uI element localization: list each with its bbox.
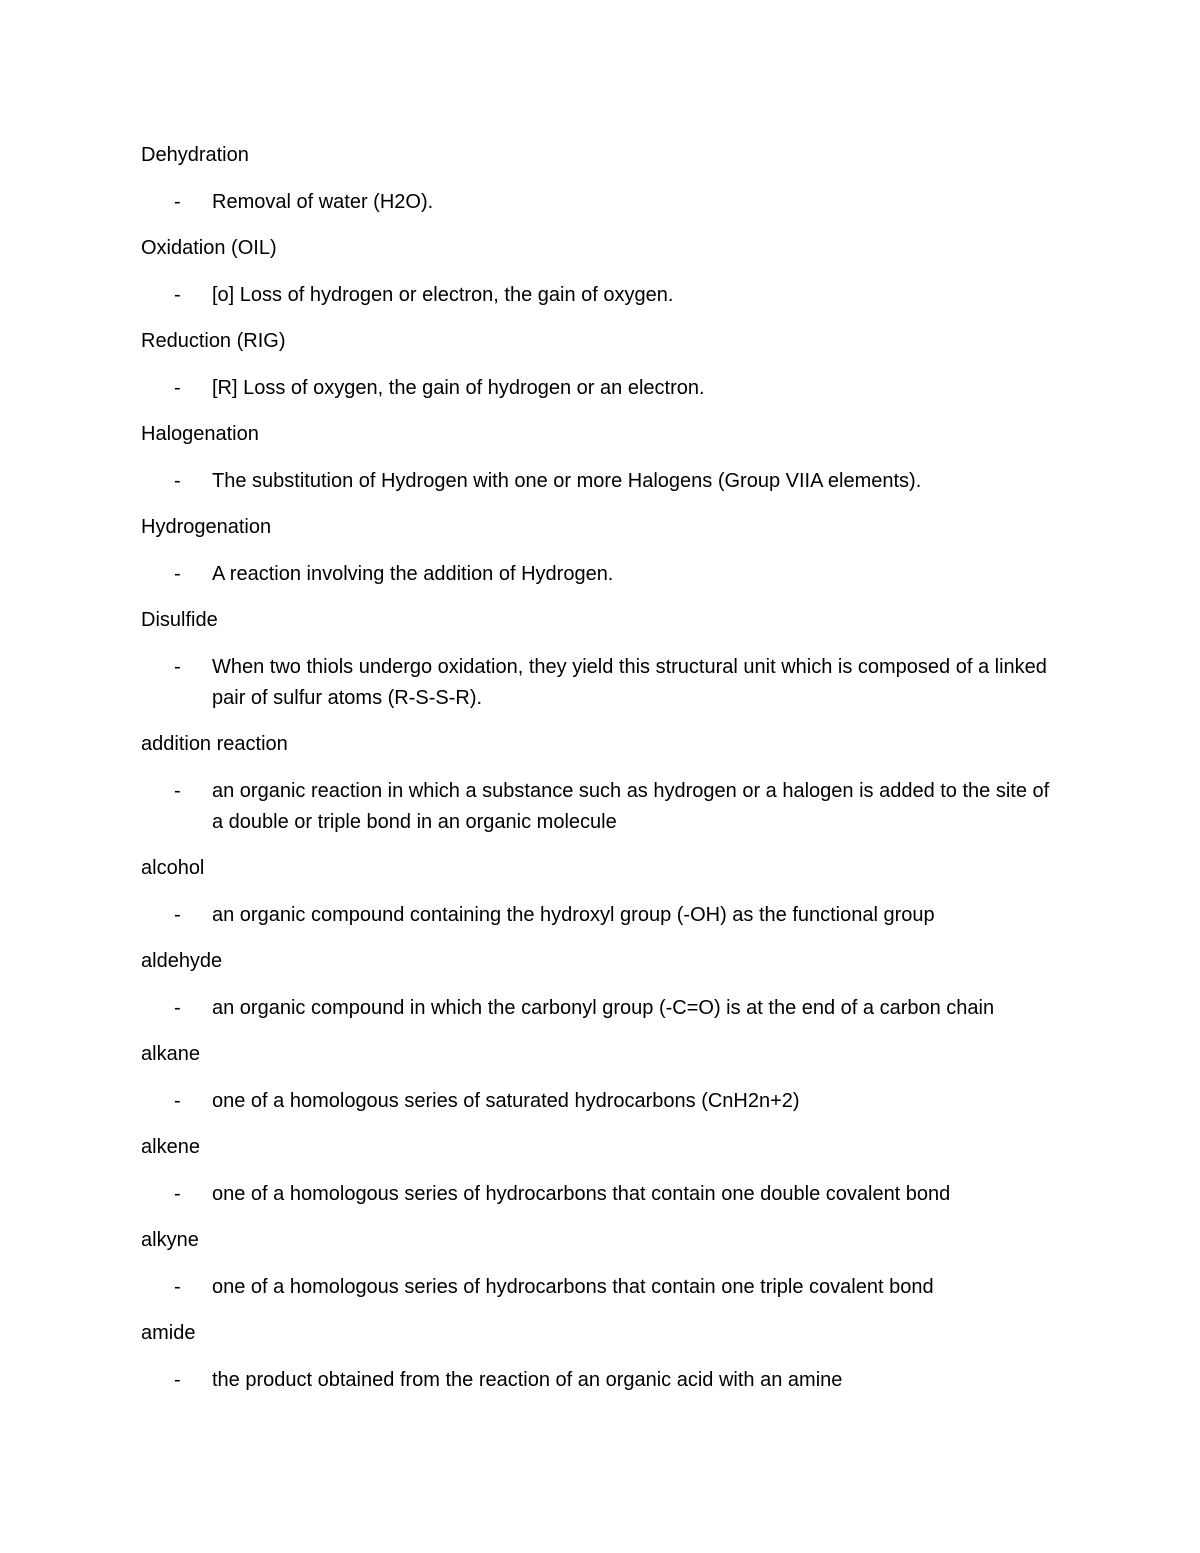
definition-text: one of a homologous series of saturated hydrocarbons (CnH2n+2) xyxy=(212,1090,800,1112)
glossary-entry xyxy=(141,946,1061,1024)
definition-text: The substitution of Hydrogen with one or more Halogens (Group VIIA elements). xyxy=(212,470,922,492)
definition-text: When two thiols undergo oxidation, they yield this structural unit which is composed of a linked pair of sulfur atoms (R-S-S-R). xyxy=(212,656,1047,709)
term-heading: addition reaction xyxy=(141,733,288,755)
definition-item xyxy=(141,373,1061,404)
definition-item xyxy=(141,900,1061,931)
glossary-entry xyxy=(141,729,1061,838)
glossary-entry xyxy=(141,1132,1061,1210)
definition-text: Removal of water (H2O). xyxy=(212,191,434,213)
definition-text: one of a homologous series of hydrocarbons that contain one triple covalent bond xyxy=(212,1276,934,1298)
definition-text: [o] Loss of hydrogen or electron, the gain of oxygen. xyxy=(212,284,674,306)
term-heading: Reduction (RIG) xyxy=(141,330,286,352)
definition-item xyxy=(141,652,1061,714)
glossary-entry xyxy=(141,419,1061,497)
glossary-entry xyxy=(141,853,1061,931)
definition-text: one of a homologous series of hydrocarbons that contain one double covalent bond xyxy=(212,1183,951,1205)
term-heading: aldehyde xyxy=(141,950,223,972)
term-heading: alkyne xyxy=(141,1229,199,1251)
dash-bullet: - xyxy=(174,284,181,306)
glossary-entry xyxy=(141,233,1061,311)
term-heading: Hydrogenation xyxy=(141,516,272,538)
glossary-entry xyxy=(141,605,1061,714)
dash-bullet: - xyxy=(174,377,181,399)
term-heading: Oxidation (OIL) xyxy=(141,237,277,259)
dash-bullet: - xyxy=(174,1090,181,1112)
term-heading: alcohol xyxy=(141,857,205,879)
definition-text: an organic compound in which the carbonyl group (-C=O) is at the end of a carbon chain xyxy=(212,997,995,1019)
definition-item xyxy=(141,1179,1061,1210)
term-heading: Disulfide xyxy=(141,609,218,631)
dash-bullet: - xyxy=(174,563,181,585)
definition-item xyxy=(141,1272,1061,1303)
definition-item xyxy=(141,776,1061,838)
definition-text: [R] Loss of oxygen, the gain of hydrogen or an electron. xyxy=(212,377,705,399)
definition-item xyxy=(141,187,1061,218)
dash-bullet: - xyxy=(174,1369,181,1391)
glossary-list xyxy=(141,140,1061,1411)
dash-bullet: - xyxy=(174,470,181,492)
glossary-entry xyxy=(141,1039,1061,1117)
term-heading: Halogenation xyxy=(141,423,259,445)
dash-bullet: - xyxy=(174,997,181,1019)
term-heading: alkene xyxy=(141,1136,200,1158)
glossary-entry xyxy=(141,1318,1061,1396)
definition-text: an organic reaction in which a substance such as hydrogen or a halogen is added to the site of a double or triple bond in an organic molecule xyxy=(212,780,1050,833)
glossary-entry xyxy=(141,1225,1061,1303)
dash-bullet: - xyxy=(174,191,181,213)
definition-item xyxy=(141,1365,1061,1396)
definition-text: the product obtained from the reaction of an organic acid with an amine xyxy=(212,1369,843,1391)
dash-bullet: - xyxy=(174,1183,181,1205)
definition-item xyxy=(141,280,1061,311)
definition-item xyxy=(141,559,1061,590)
term-heading: amide xyxy=(141,1322,196,1344)
definition-item xyxy=(141,993,1061,1024)
glossary-entry xyxy=(141,140,1061,218)
dash-bullet: - xyxy=(174,1276,181,1298)
term-heading: Dehydration xyxy=(141,144,249,166)
dash-bullet: - xyxy=(174,656,181,678)
dash-bullet: - xyxy=(174,780,181,802)
definition-item xyxy=(141,1086,1061,1117)
definition-text: an organic compound containing the hydroxyl group (-OH) as the functional group xyxy=(212,904,935,926)
term-heading: alkane xyxy=(141,1043,200,1065)
definition-item xyxy=(141,466,1061,497)
definition-text: A reaction involving the addition of Hydrogen. xyxy=(212,563,614,585)
glossary-entry xyxy=(141,326,1061,404)
glossary-entry xyxy=(141,512,1061,590)
dash-bullet: - xyxy=(174,904,181,926)
